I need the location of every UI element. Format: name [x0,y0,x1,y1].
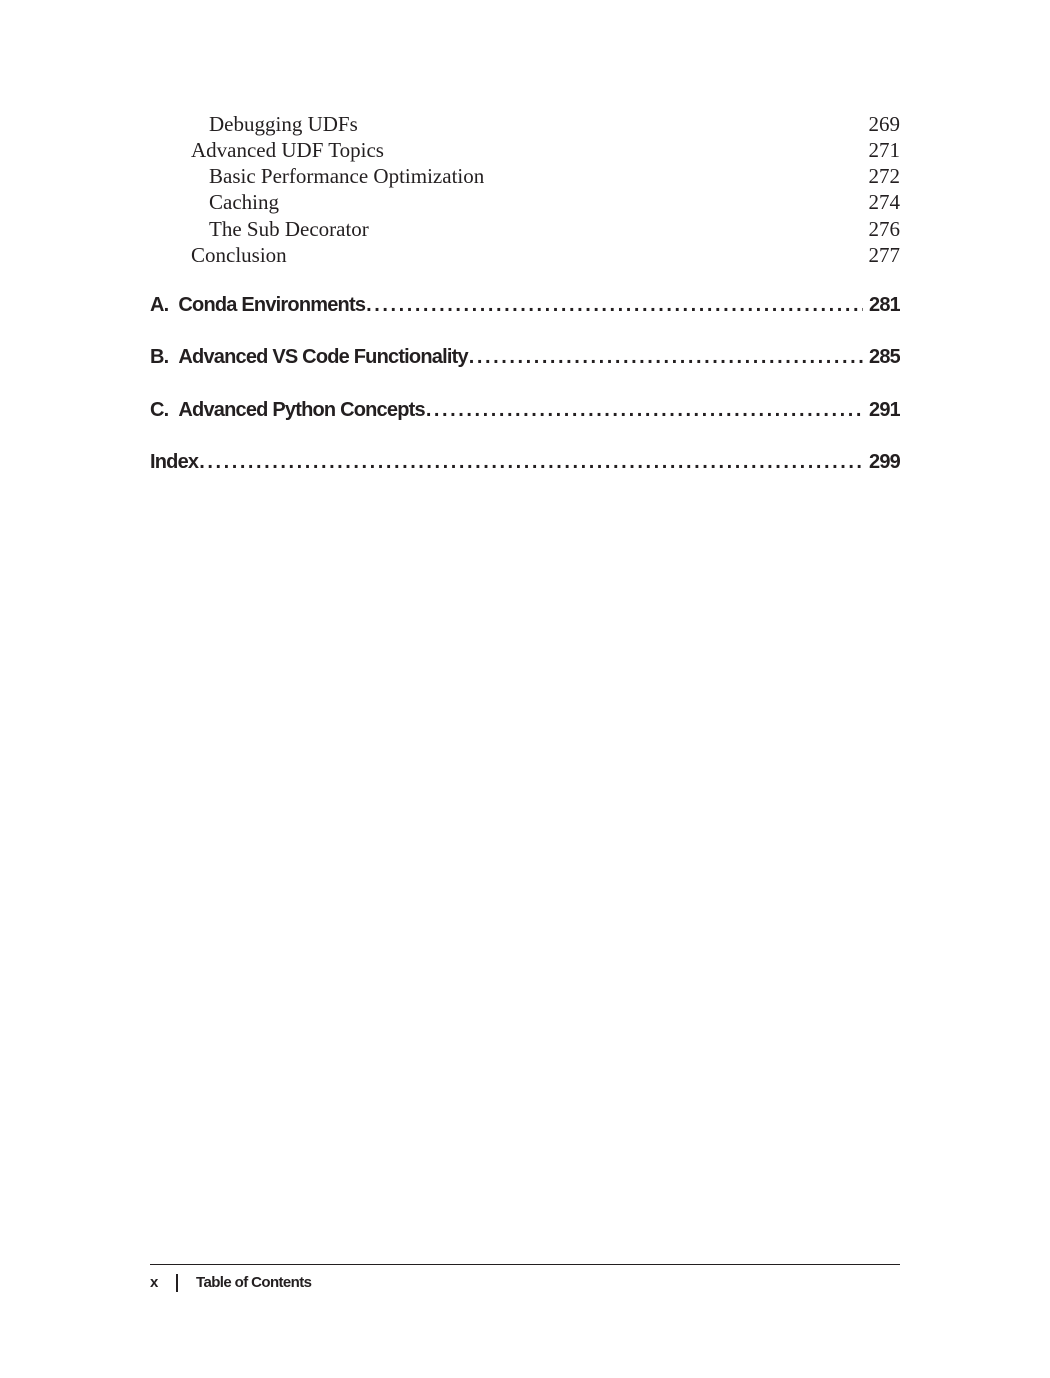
appendix-page: 281 [869,294,900,316]
toc-entry[interactable] [150,189,900,215]
toc-entry-title: The Sub Decorator [209,217,369,241]
page-folio: x [150,1274,158,1291]
running-title: Table of Contents [196,1274,312,1291]
toc-appendix-c[interactable] [150,395,900,425]
toc-entry-title: Caching [209,190,279,214]
appendix-title: Advanced Python Concepts [178,399,425,421]
toc-entry-page: 269 [868,112,900,136]
toc-entry[interactable] [150,242,900,268]
leader-dots [426,395,863,425]
toc-index[interactable] [150,447,900,477]
toc-entry-page: 277 [868,243,900,267]
appendix-page: 291 [869,399,900,421]
toc-entry[interactable] [150,216,900,242]
toc-entry-title: Advanced UDF Topics [191,138,384,162]
appendix-title: Conda Environments [178,294,366,316]
appendix-page: 285 [869,346,900,368]
toc-entry-title: Basic Performance Optimization [209,164,485,188]
appendix-letter: C. [150,399,169,421]
index-page: 299 [869,451,900,473]
appendix-letter: B. [150,346,169,368]
toc-entry-page: 271 [868,138,900,162]
toc-entry-title: Debugging UDFs [209,112,358,136]
index-title: Index [150,451,199,473]
page-footer [150,1272,311,1294]
toc-entry-page: 276 [868,217,900,241]
appendix-title: Advanced VS Code Functionality [178,346,468,368]
toc-entry[interactable] [150,163,900,189]
toc-entry-title: Conclusion [191,243,287,267]
toc-entry-page: 272 [868,164,900,188]
toc-entry[interactable] [150,137,900,163]
toc-entry[interactable] [150,111,900,137]
footer-separator [176,1274,178,1292]
appendix-letter: A. [150,294,169,316]
footer-rule [150,1264,900,1265]
toc-appendix-a[interactable] [150,290,900,320]
toc-appendix-b[interactable] [150,342,900,372]
toc-entry-page: 274 [868,190,900,214]
leader-dots [366,290,863,320]
leader-dots [199,447,863,477]
leader-dots [469,342,863,372]
